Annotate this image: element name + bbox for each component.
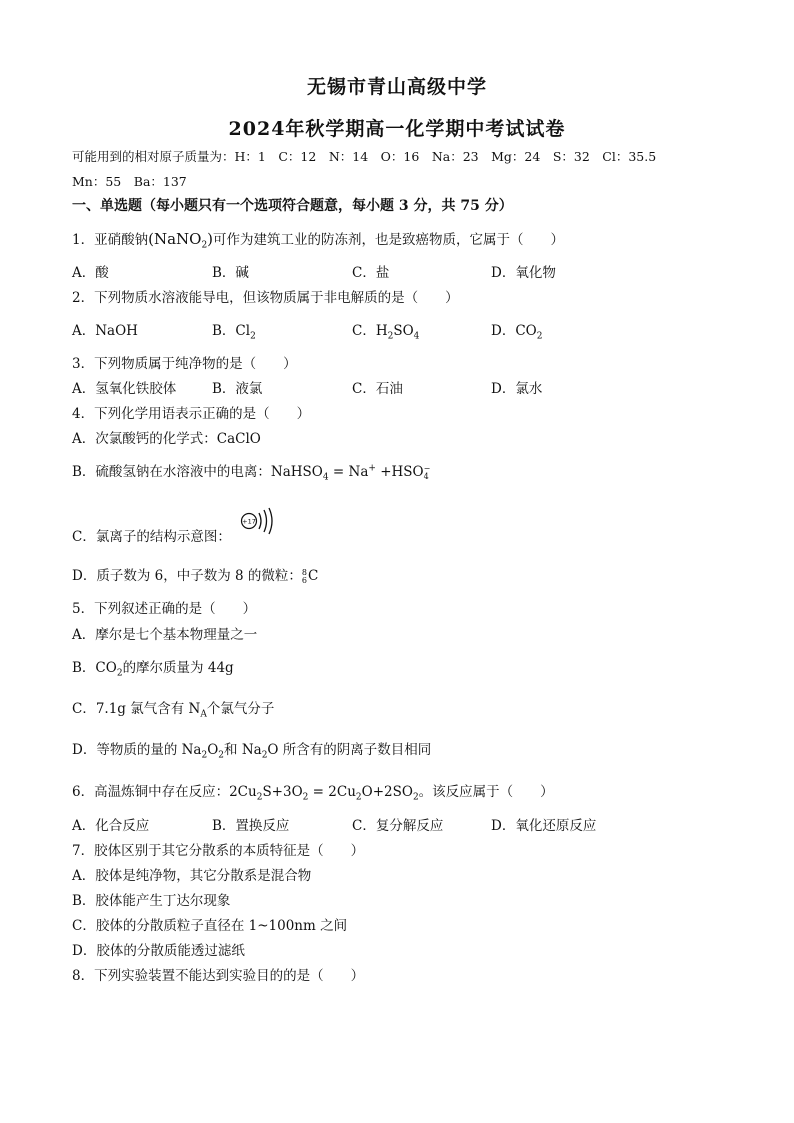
q7-option-d: D．胶体的分散质能透过滤纸 xyxy=(72,943,245,959)
q4-option-c: C．氯离子的结构示意图： xyxy=(72,529,231,545)
q3-option-c: C．石油 xyxy=(352,381,403,397)
q5-option-c: C．7.1g 氯气含有 $N_A$个氯气分子 xyxy=(72,701,275,720)
chloride-ion-structure-diagram xyxy=(240,506,276,536)
q6-option-c: C．复分解反应 xyxy=(352,818,444,834)
question-5-stem: 5．下列叙述正确的是（ ） xyxy=(72,601,257,617)
atomic-mass-line-1: 可能用到的相对原子质量为：H：1 C：12 N：14 O：16 Na：23 Mg：24 S：32 Cl：35.5 xyxy=(72,149,657,164)
question-1-stem: 1．亚硝酸钠(NaNO$_2$)可作为建筑工业的防冻剂，也是致癌物质，它属于（ ） xyxy=(72,230,565,251)
q4-option-a: A．次氯酸钙的化学式：CaClO xyxy=(72,431,261,447)
q6-option-d: D．氧化还原反应 xyxy=(491,818,597,834)
q7-option-c: C．胶体的分散质粒子直径在 1~100nm 之间 xyxy=(72,918,348,934)
school-name: 无锡市青山高级中学 xyxy=(306,76,487,98)
q3-option-b: B．液氯 xyxy=(212,381,263,397)
q1-option-d: D．氧化物 xyxy=(491,265,556,281)
exam-title: 2024年秋学期高一化学期中考试试卷 xyxy=(228,118,566,140)
question-6-stem: 6．高温炼铜中存在反应：$2Cu_2S+3O_2 = 2Cu_2O+2SO_2$。该反应属于（ ） xyxy=(72,784,554,803)
q7-option-b: B．胶体能产生丁达尔现象 xyxy=(72,893,231,909)
q5-option-b: B．$CO_2$的摩尔质量为 44g xyxy=(72,660,234,679)
q4-option-b: B．硫酸氢钠在水溶液中的电离：NaHSO$_4$ = Na+ +HSO − 4 xyxy=(72,463,431,483)
q2-option-d: D．$CO_2$ xyxy=(491,323,543,342)
q5-option-a: A．摩尔是七个基本物理量之一 xyxy=(72,627,258,643)
question-8-stem: 8．下列实验装置不能达到实验目的的是（ ） xyxy=(72,968,365,984)
q1-option-a: A．酸 xyxy=(72,265,109,281)
q2-option-c: C．$H_2SO_4$ xyxy=(352,323,420,342)
atomic-mass-line-2: Mn：55 Ba：137 xyxy=(72,174,187,189)
q4-option-d: D．质子数为 6，中子数为 8 的微粒： 8 6 C xyxy=(72,567,319,585)
q5-option-d: D．等物质的量的 $Na_2O_2$和 $Na_2O$ 所含有的阴离子数目相同 xyxy=(72,742,432,761)
question-4-stem: 4．下列化学用语表示正确的是（ ） xyxy=(72,406,311,422)
q2-option-b: B．$Cl_2$ xyxy=(212,323,256,342)
q7-option-a: A．胶体是纯净物，其它分散系是混合物 xyxy=(72,868,312,884)
q2-option-a: A．NaOH xyxy=(72,323,138,339)
section-heading: 一、单选题（每小题只有一个选项符合题意，每小题 3 分，共 75 分） xyxy=(72,198,513,214)
question-7-stem: 7．胶体区别于其它分散系的本质特征是（ ） xyxy=(72,843,365,859)
q3-option-d: D．氯水 xyxy=(491,381,543,397)
nucleus-charge-label: +17 xyxy=(242,517,256,526)
question-2-stem: 2．下列物质水溶液能导电，但该物质属于非电解质的是（ ） xyxy=(72,290,459,306)
q3-option-a: A．氢氧化铁胶体 xyxy=(72,381,177,397)
question-3-stem: 3．下列物质属于纯净物的是（ ） xyxy=(72,356,297,372)
q6-option-b: B．置换反应 xyxy=(212,818,290,834)
q1-option-b: B．碱 xyxy=(212,265,249,281)
q6-option-a: A．化合反应 xyxy=(72,818,150,834)
q1-option-c: C．盐 xyxy=(352,265,390,281)
